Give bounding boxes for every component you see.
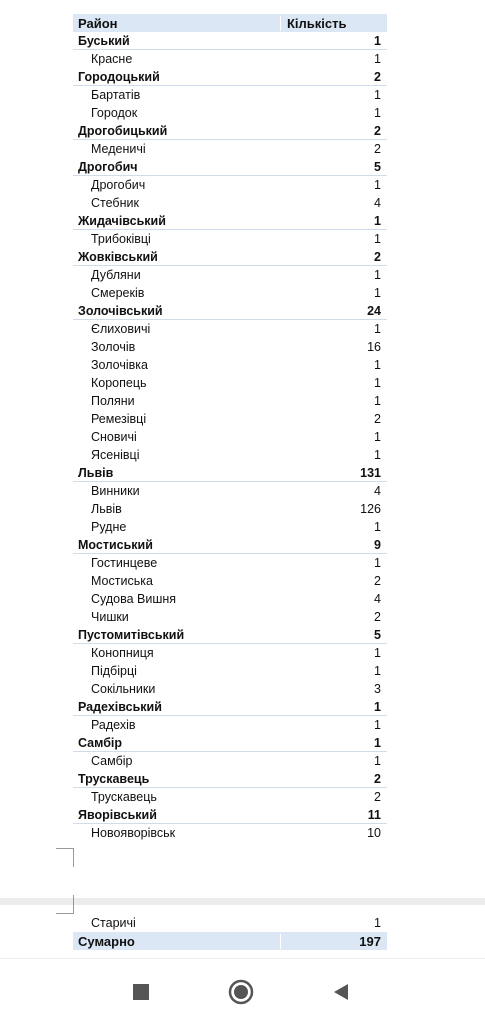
count-value: 1 — [374, 664, 381, 678]
locality-name: Золочівка — [91, 358, 148, 372]
locality-name: Смереків — [91, 286, 145, 300]
count-value: 1 — [374, 322, 381, 336]
locality-name: Мостиська — [91, 574, 153, 588]
locality-name: Старичі — [91, 916, 136, 930]
group-row[interactable] — [73, 806, 387, 824]
back-triangle-icon — [332, 983, 350, 1001]
table-row[interactable] — [73, 230, 387, 248]
count-value: 1 — [374, 916, 381, 930]
locality-name: Сновичі — [91, 430, 137, 444]
header-count[interactable]: Кількість — [280, 16, 387, 31]
count-value: 1 — [374, 106, 381, 120]
group-row[interactable] — [73, 68, 387, 86]
pivot-table — [73, 14, 387, 842]
count-value: 126 — [360, 502, 381, 516]
pivot-table-continued — [73, 914, 387, 950]
table-row[interactable] — [73, 554, 387, 572]
count-value: 5 — [374, 159, 381, 174]
count-value: 24 — [367, 303, 381, 318]
home-button[interactable] — [224, 975, 258, 1009]
table-row[interactable] — [73, 374, 387, 392]
table-row[interactable] — [73, 788, 387, 806]
table-row[interactable] — [73, 140, 387, 158]
count-value: 2 — [374, 610, 381, 624]
count-value: 2 — [374, 142, 381, 156]
home-circle-icon — [228, 979, 254, 1005]
table-row[interactable] — [73, 392, 387, 410]
count-value: 1 — [374, 394, 381, 408]
count-value: 1 — [374, 213, 381, 228]
table-row[interactable] — [73, 176, 387, 194]
count-value: 1 — [374, 88, 381, 102]
locality-name: Конопниця — [91, 646, 154, 660]
district-name: Самбір — [78, 735, 123, 750]
locality-name: Стебник — [91, 196, 139, 210]
count-value: 4 — [374, 484, 381, 498]
district-name: Яворівський — [78, 807, 157, 822]
count-value: 131 — [360, 465, 381, 480]
group-row[interactable] — [73, 122, 387, 140]
count-value: 11 — [367, 807, 381, 822]
locality-name: Радехів — [91, 718, 136, 732]
group-row[interactable] — [73, 158, 387, 176]
count-value: 1 — [374, 286, 381, 300]
count-value: 4 — [374, 592, 381, 606]
table-body-continued — [73, 914, 387, 932]
table-row[interactable] — [73, 446, 387, 464]
count-value: 1 — [374, 646, 381, 660]
locality-name: Дубляни — [91, 268, 141, 282]
district-name: Пустомитівський — [78, 627, 185, 642]
count-value: 1 — [374, 520, 381, 534]
table-row[interactable] — [73, 482, 387, 500]
group-row[interactable] — [73, 698, 387, 716]
count-value: 16 — [367, 340, 381, 354]
count-value: 1 — [374, 735, 381, 750]
district-name: Городоцький — [78, 69, 160, 84]
count-value: 4 — [374, 196, 381, 210]
table-row[interactable] — [73, 284, 387, 302]
group-row[interactable] — [73, 302, 387, 320]
district-name: Мостиський — [78, 537, 153, 552]
back-button[interactable] — [324, 975, 358, 1009]
group-row[interactable] — [73, 536, 387, 554]
table-row[interactable] — [73, 86, 387, 104]
table-row[interactable] — [73, 644, 387, 662]
locality-name: Меденичі — [91, 142, 146, 156]
district-name: Трускавець — [78, 771, 150, 786]
recents-square-icon — [132, 983, 150, 1001]
count-value: 1 — [374, 52, 381, 66]
count-value: 2 — [374, 790, 381, 804]
district-name: Жидачівський — [78, 213, 166, 228]
table-row[interactable] — [73, 356, 387, 374]
district-name: Львів — [78, 465, 114, 480]
count-value: 1 — [374, 699, 381, 714]
district-name: Дрогобич — [78, 159, 138, 174]
total-label: Сумарно — [78, 933, 135, 949]
locality-name: Золочів — [91, 340, 136, 354]
count-value: 1 — [374, 358, 381, 372]
count-value: 2 — [374, 412, 381, 426]
count-value: 3 — [374, 682, 381, 696]
total-row[interactable] — [73, 932, 387, 950]
locality-name: Красне — [91, 52, 133, 66]
locality-name: Чишки — [91, 610, 129, 624]
district-name: Радехівський — [78, 699, 162, 714]
locality-name: Ремезівці — [91, 412, 147, 426]
count-value: 2 — [374, 123, 381, 138]
recents-button[interactable] — [124, 975, 158, 1009]
table-row[interactable] — [73, 428, 387, 446]
table-row[interactable] — [73, 824, 387, 842]
header-district[interactable]: Район — [78, 15, 118, 31]
count-value: 10 — [367, 826, 381, 840]
table-row[interactable] — [73, 500, 387, 518]
group-row[interactable] — [73, 464, 387, 482]
table-body — [73, 32, 387, 842]
page-break-corner-top — [56, 848, 74, 867]
table-row[interactable] — [73, 194, 387, 212]
table-header — [73, 14, 387, 32]
group-row[interactable] — [73, 626, 387, 644]
locality-name: Поляни — [91, 394, 135, 408]
table-row[interactable] — [73, 50, 387, 68]
table-row[interactable] — [73, 608, 387, 626]
table-row[interactable] — [73, 716, 387, 734]
count-value: 1 — [374, 376, 381, 390]
count-value: 9 — [374, 537, 381, 552]
locality-name: Гостинцеве — [91, 556, 158, 570]
count-value: 1 — [374, 178, 381, 192]
count-value: 1 — [374, 448, 381, 462]
page-break-corner-bottom — [56, 895, 74, 914]
locality-name: Ясенівці — [91, 448, 140, 462]
locality-name: Городок — [91, 106, 138, 120]
count-value: 2 — [374, 574, 381, 588]
locality-name: Винники — [91, 484, 140, 498]
group-row[interactable] — [73, 770, 387, 788]
table-row[interactable] — [73, 914, 387, 932]
locality-name: Рудне — [91, 520, 127, 534]
count-value: 2 — [374, 69, 381, 84]
district-name: Золочівський — [78, 303, 163, 318]
group-row[interactable] — [73, 248, 387, 266]
group-row[interactable] — [73, 32, 387, 50]
count-value: 1 — [374, 556, 381, 570]
locality-name: Трибоківці — [91, 232, 151, 246]
locality-name: Дрогобич — [91, 178, 146, 192]
locality-name: Львів — [91, 502, 122, 516]
system-navigation-bar — [0, 958, 485, 1025]
district-name: Дрогобицький — [78, 123, 168, 138]
district-name: Жовківський — [78, 249, 158, 264]
table-row[interactable] — [73, 752, 387, 770]
count-value: 2 — [374, 771, 381, 786]
locality-name: Судова Вишня — [91, 592, 177, 606]
locality-name: Бартатів — [91, 88, 141, 102]
table-row[interactable] — [73, 662, 387, 680]
count-value: 2 — [374, 249, 381, 264]
count-value: 1 — [374, 754, 381, 768]
group-row[interactable] — [73, 212, 387, 230]
count-value: 1 — [374, 33, 381, 48]
total-value: 197 — [280, 934, 387, 949]
group-row[interactable] — [73, 734, 387, 752]
table-row[interactable] — [73, 320, 387, 338]
locality-name: Самбір — [91, 754, 133, 768]
count-value: 5 — [374, 627, 381, 642]
locality-name: Підбірці — [91, 664, 137, 678]
count-value: 1 — [374, 268, 381, 282]
table-row[interactable] — [73, 590, 387, 608]
district-name: Буський — [78, 33, 130, 48]
table-row[interactable] — [73, 104, 387, 122]
table-row[interactable] — [73, 680, 387, 698]
locality-name: Трускавець — [91, 790, 157, 804]
locality-name: Новояворівськ — [91, 826, 176, 840]
locality-name: Єлиховичі — [91, 322, 151, 336]
locality-name: Сокільники — [91, 682, 156, 696]
table-row[interactable] — [73, 572, 387, 590]
count-value: 1 — [374, 232, 381, 246]
table-row[interactable] — [73, 338, 387, 356]
count-value: 1 — [374, 718, 381, 732]
table-row[interactable] — [73, 518, 387, 536]
count-value: 1 — [374, 430, 381, 444]
table-row[interactable] — [73, 410, 387, 428]
table-row[interactable] — [73, 266, 387, 284]
locality-name: Коропець — [91, 376, 147, 390]
